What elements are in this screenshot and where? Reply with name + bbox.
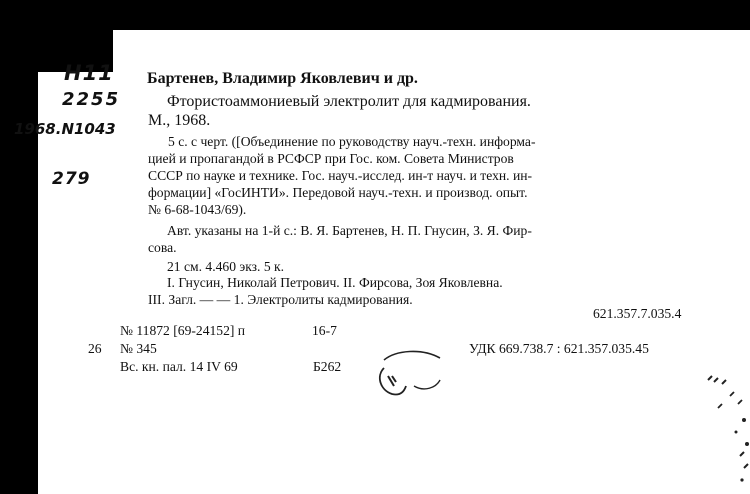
tracing-line-2: III. Загл. — — 1. Электролиты кадмирования. bbox=[148, 292, 413, 307]
handwritten-record-number: 1968.N1043 bbox=[14, 120, 116, 138]
authors-note-line-2: сова. bbox=[148, 240, 177, 255]
code-right: 16-7 bbox=[312, 323, 337, 338]
catalog-card bbox=[14, 30, 750, 494]
udk-code: УДК 669.738.7 : 621.357.035.45 bbox=[469, 341, 649, 356]
classification-number: 621.357.7.035.4 bbox=[593, 306, 682, 321]
author-heading: Бартенев, Владимир Яковлевич и др. bbox=[147, 70, 418, 87]
handwritten-accession-number: 2255 bbox=[62, 89, 121, 110]
authors-note-line-1: Авт. указаны на 1-й с.: В. Я. Бартенев, Н. П. Гнусин, З. Я. Фир- bbox=[167, 223, 532, 238]
title-line-1: Фтористоаммониевый электролит для кадмирования. bbox=[167, 93, 531, 110]
description-line: № 6-68-1043/69). bbox=[148, 202, 247, 217]
description-line: формации] «ГосИНТИ». Передовой науч.-техн. и производ. опыт. bbox=[148, 185, 528, 200]
handwritten-extra-number: 279 bbox=[52, 169, 91, 189]
stamp-mark bbox=[374, 346, 446, 400]
tracing-line-1: I. Гнусин, Николай Петрович. II. Фирсова, Зоя Яковлевна. bbox=[167, 275, 503, 290]
title-line-2: М., 1968. bbox=[148, 112, 211, 129]
scan-speckle bbox=[648, 360, 750, 494]
number-345: № 345 bbox=[120, 341, 157, 356]
description-line: 5 с. с черт. ([Объединение по руководству науч.-техн. информа- bbox=[168, 134, 536, 149]
order-number: № 11872 [69-24152] п bbox=[120, 323, 246, 338]
sheet-number: 26 bbox=[88, 341, 102, 356]
handwritten-shelf-code: Н11 bbox=[64, 61, 114, 85]
physical-description: 21 см. 4.460 экз. 5 к. bbox=[167, 259, 285, 274]
code-b: Б262 bbox=[313, 359, 342, 374]
print-info: Вс. кн. пал. 14 IV 69 bbox=[120, 359, 238, 374]
description-line: СССР по науке и технике. Гос. науч.-исслед. ин-т науч. и техн. ин- bbox=[148, 168, 533, 183]
description-line: цией и пропагандой в РСФСР при Гос. ком. Совета Министров bbox=[148, 151, 514, 166]
